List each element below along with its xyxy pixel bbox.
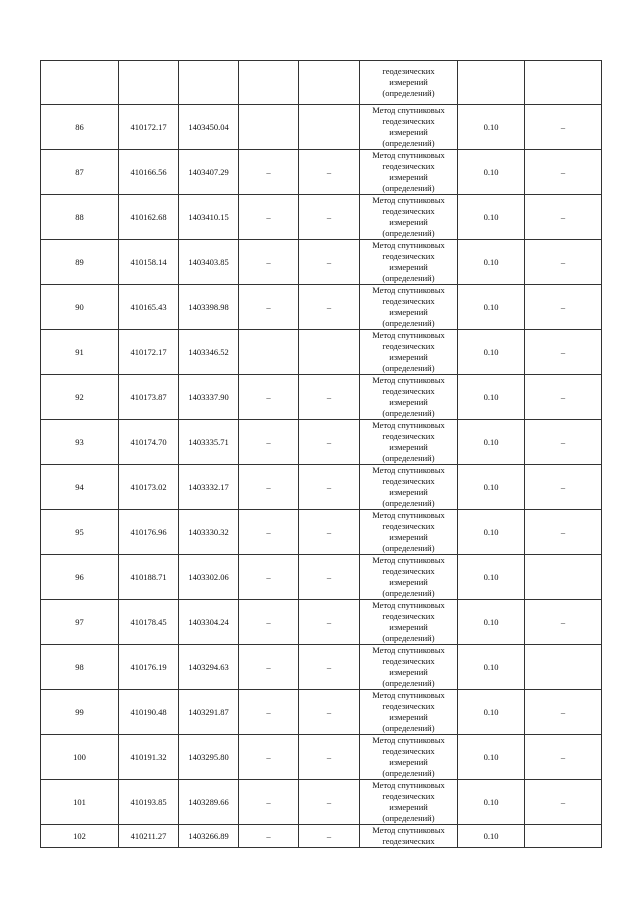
table-row bbox=[41, 240, 602, 285]
method-line: (определений) bbox=[382, 812, 435, 823]
point-number: 97 bbox=[41, 600, 119, 645]
table-row bbox=[41, 330, 602, 375]
column-8-value: – bbox=[525, 195, 602, 240]
table-row bbox=[41, 195, 602, 240]
method-line: (определений) bbox=[382, 182, 435, 193]
coordinate-x: 410165.43 bbox=[119, 285, 179, 330]
column-4-value: – bbox=[239, 150, 299, 195]
column-8-value: – bbox=[525, 780, 602, 825]
column-4-value: – bbox=[239, 690, 299, 735]
table-row bbox=[41, 510, 602, 555]
column-5-value: – bbox=[299, 465, 360, 510]
table-body bbox=[41, 61, 602, 848]
accuracy-value: 0.10 bbox=[458, 825, 525, 848]
point-number: 94 bbox=[41, 465, 119, 510]
method-line: Метод спутниковых bbox=[372, 375, 445, 386]
method-line: измерений bbox=[389, 532, 428, 542]
method-line: (определений) bbox=[382, 542, 435, 553]
coordinate-x: 410190.48 bbox=[119, 690, 179, 735]
coordinate-y: 1403302.06 bbox=[179, 555, 239, 600]
method-cell bbox=[360, 61, 458, 105]
empty-cell bbox=[239, 61, 299, 105]
point-number: 101 bbox=[41, 780, 119, 825]
method-line: (определений) bbox=[382, 137, 435, 148]
table-row bbox=[41, 825, 602, 848]
method-line: Метод спутниковых bbox=[372, 825, 445, 836]
point-number: 93 bbox=[41, 420, 119, 465]
coordinate-x: 410176.96 bbox=[119, 510, 179, 555]
method-line: измерений bbox=[389, 352, 428, 362]
method-line: геодезических bbox=[382, 161, 435, 172]
column-4-value: – bbox=[239, 645, 299, 690]
method-line: (определений) bbox=[382, 87, 435, 98]
method-line: (определений) bbox=[382, 497, 435, 508]
column-8-value: – bbox=[525, 420, 602, 465]
point-number: 86 bbox=[41, 105, 119, 150]
table-row bbox=[41, 285, 602, 330]
method-line: Метод спутниковых bbox=[372, 600, 445, 611]
method-line: Метод спутниковых bbox=[372, 690, 445, 701]
column-8-value: – bbox=[525, 375, 602, 420]
method-line: геодезических bbox=[382, 791, 435, 802]
method-line: измерений bbox=[389, 757, 428, 767]
method-line: Метод спутниковых bbox=[372, 240, 445, 251]
column-4-value: – bbox=[239, 555, 299, 600]
coordinate-y: 1403330.32 bbox=[179, 510, 239, 555]
point-number: 91 bbox=[41, 330, 119, 375]
column-4-value: – bbox=[239, 465, 299, 510]
method-line: измерений bbox=[389, 487, 428, 497]
column-8-value: – bbox=[525, 465, 602, 510]
point-number: 92 bbox=[41, 375, 119, 420]
column-4-value: – bbox=[239, 240, 299, 285]
accuracy-value: 0.10 bbox=[458, 510, 525, 555]
method-line: (определений) bbox=[382, 767, 435, 778]
method-line: (определений) bbox=[382, 272, 435, 283]
table-row bbox=[41, 465, 602, 510]
table-row bbox=[41, 375, 602, 420]
coordinate-y: 1403398.98 bbox=[179, 285, 239, 330]
coordinate-y: 1403403.85 bbox=[179, 240, 239, 285]
method-line: измерений bbox=[389, 622, 428, 632]
accuracy-value: 0.10 bbox=[458, 240, 525, 285]
coordinate-x: 410173.87 bbox=[119, 375, 179, 420]
method-line: (определений) bbox=[382, 722, 435, 733]
method-line: (определений) bbox=[382, 317, 435, 328]
method-line: геодезических bbox=[382, 251, 435, 262]
column-4-value: – bbox=[239, 600, 299, 645]
column-8-value: – bbox=[525, 150, 602, 195]
column-4-value: – bbox=[239, 825, 299, 848]
method-line: измерений bbox=[389, 442, 428, 452]
method-cell bbox=[360, 555, 458, 600]
column-5-value: – bbox=[299, 600, 360, 645]
method-line: (определений) bbox=[382, 677, 435, 688]
coordinate-x: 410172.17 bbox=[119, 105, 179, 150]
accuracy-value: 0.10 bbox=[458, 465, 525, 510]
accuracy-value: 0.10 bbox=[458, 375, 525, 420]
column-5-value: – bbox=[299, 285, 360, 330]
method-line: геодезических bbox=[382, 521, 435, 532]
coordinate-y: 1403304.24 bbox=[179, 600, 239, 645]
method-line: измерений bbox=[389, 397, 428, 407]
method-line: измерений bbox=[389, 667, 428, 677]
empty-cell bbox=[119, 61, 179, 105]
method-line: геодезических bbox=[382, 611, 435, 622]
coordinate-x: 410173.02 bbox=[119, 465, 179, 510]
column-5-value: – bbox=[299, 195, 360, 240]
method-line: измерений bbox=[389, 577, 428, 587]
method-line: геодезических bbox=[382, 746, 435, 757]
empty-cell bbox=[41, 61, 119, 105]
column-5-value: – bbox=[299, 420, 360, 465]
method-cell bbox=[360, 330, 458, 375]
column-4-value: – bbox=[239, 285, 299, 330]
point-number: 102 bbox=[41, 825, 119, 848]
column-8-value bbox=[525, 825, 602, 848]
table-row bbox=[41, 735, 602, 780]
method-cell bbox=[360, 510, 458, 555]
column-8-value: – bbox=[525, 240, 602, 285]
point-number: 99 bbox=[41, 690, 119, 735]
point-number: 87 bbox=[41, 150, 119, 195]
coordinate-y: 1403295.80 bbox=[179, 735, 239, 780]
accuracy-value: 0.10 bbox=[458, 690, 525, 735]
coordinates-table bbox=[40, 60, 602, 848]
method-line: измерений bbox=[389, 172, 428, 182]
table-row bbox=[41, 555, 602, 600]
column-5-value: – bbox=[299, 690, 360, 735]
method-line: геодезических bbox=[382, 116, 435, 127]
method-cell bbox=[360, 285, 458, 330]
coordinate-y: 1403294.63 bbox=[179, 645, 239, 690]
method-line: Метод спутниковых bbox=[372, 285, 445, 296]
method-line: (определений) bbox=[382, 227, 435, 238]
method-cell bbox=[360, 690, 458, 735]
coordinate-x: 410166.56 bbox=[119, 150, 179, 195]
point-number: 88 bbox=[41, 195, 119, 240]
accuracy-value: 0.10 bbox=[458, 420, 525, 465]
coordinate-y: 1403291.87 bbox=[179, 690, 239, 735]
coordinate-y: 1403450.04 bbox=[179, 105, 239, 150]
column-8-value: – bbox=[525, 285, 602, 330]
coordinate-x: 410193.85 bbox=[119, 780, 179, 825]
method-line: геодезических bbox=[382, 296, 435, 307]
method-cell bbox=[360, 465, 458, 510]
method-line: геодезических bbox=[382, 431, 435, 442]
coordinate-y: 1403337.90 bbox=[179, 375, 239, 420]
method-line: Метод спутниковых bbox=[372, 330, 445, 341]
column-8-value bbox=[525, 645, 602, 690]
column-8-value: – bbox=[525, 510, 602, 555]
method-line: измерений bbox=[389, 262, 428, 272]
table-row bbox=[41, 105, 602, 150]
table-row bbox=[41, 645, 602, 690]
method-line: геодезических bbox=[382, 386, 435, 397]
column-4-value: – bbox=[239, 375, 299, 420]
method-line: измерений bbox=[389, 77, 428, 88]
method-line: (определений) bbox=[382, 407, 435, 418]
column-8-value: – bbox=[525, 105, 602, 150]
coordinate-x: 410188.71 bbox=[119, 555, 179, 600]
column-5-value: – bbox=[299, 825, 360, 848]
accuracy-value: 0.10 bbox=[458, 150, 525, 195]
method-line: геодезических bbox=[382, 566, 435, 577]
method-line: (определений) bbox=[382, 452, 435, 463]
method-line: Метод спутниковых bbox=[372, 150, 445, 161]
method-line: Метод спутниковых bbox=[372, 195, 445, 206]
column-5-value bbox=[299, 105, 360, 150]
method-line: Метод спутниковых bbox=[372, 105, 445, 116]
column-4-value: – bbox=[239, 735, 299, 780]
method-line: Метод спутниковых bbox=[372, 780, 445, 791]
point-number: 100 bbox=[41, 735, 119, 780]
empty-cell bbox=[525, 61, 602, 105]
coordinate-y: 1403289.66 bbox=[179, 780, 239, 825]
method-line: Метод спутниковых bbox=[372, 465, 445, 476]
coordinate-y: 1403346.52 bbox=[179, 330, 239, 375]
method-line: Метод спутниковых bbox=[372, 645, 445, 656]
coordinate-x: 410176.19 bbox=[119, 645, 179, 690]
accuracy-value: 0.10 bbox=[458, 645, 525, 690]
method-cell bbox=[360, 240, 458, 285]
method-line: (определений) bbox=[382, 587, 435, 598]
coordinate-y: 1403266.89 bbox=[179, 825, 239, 848]
coordinate-x: 410162.68 bbox=[119, 195, 179, 240]
point-number: 96 bbox=[41, 555, 119, 600]
column-5-value: – bbox=[299, 780, 360, 825]
method-cell bbox=[360, 600, 458, 645]
empty-cell bbox=[179, 61, 239, 105]
method-cell bbox=[360, 195, 458, 240]
table-row bbox=[41, 600, 602, 645]
column-8-value bbox=[525, 555, 602, 600]
method-cell bbox=[360, 105, 458, 150]
method-cell bbox=[360, 375, 458, 420]
column-4-value: – bbox=[239, 510, 299, 555]
accuracy-value: 0.10 bbox=[458, 600, 525, 645]
point-number: 95 bbox=[41, 510, 119, 555]
method-line: измерений bbox=[389, 802, 428, 812]
accuracy-value: 0.10 bbox=[458, 735, 525, 780]
method-line: Метод спутниковых bbox=[372, 735, 445, 746]
method-line: Метод спутниковых bbox=[372, 510, 445, 521]
method-line: геодезических bbox=[382, 836, 435, 846]
table-row-continued bbox=[41, 61, 602, 105]
table-row bbox=[41, 690, 602, 735]
method-line: измерений bbox=[389, 127, 428, 137]
method-line: геодезических bbox=[382, 66, 435, 77]
coordinate-x: 410191.32 bbox=[119, 735, 179, 780]
column-4-value bbox=[239, 105, 299, 150]
table-row bbox=[41, 150, 602, 195]
table-row bbox=[41, 420, 602, 465]
method-line: измерений bbox=[389, 307, 428, 317]
method-cell bbox=[360, 420, 458, 465]
coordinate-y: 1403332.17 bbox=[179, 465, 239, 510]
column-5-value: – bbox=[299, 555, 360, 600]
method-line: измерений bbox=[389, 217, 428, 227]
column-4-value bbox=[239, 330, 299, 375]
method-cell bbox=[360, 150, 458, 195]
method-line: геодезических bbox=[382, 206, 435, 217]
method-line: Метод спутниковых bbox=[372, 555, 445, 566]
column-8-value: – bbox=[525, 735, 602, 780]
method-cell bbox=[360, 780, 458, 825]
column-4-value: – bbox=[239, 195, 299, 240]
column-5-value: – bbox=[299, 735, 360, 780]
coordinate-x: 410174.70 bbox=[119, 420, 179, 465]
column-5-value: – bbox=[299, 240, 360, 285]
accuracy-value: 0.10 bbox=[458, 195, 525, 240]
coordinate-y: 1403410.15 bbox=[179, 195, 239, 240]
coordinate-y: 1403335.71 bbox=[179, 420, 239, 465]
method-line: (определений) bbox=[382, 632, 435, 643]
column-8-value: – bbox=[525, 690, 602, 735]
method-line: геодезических bbox=[382, 701, 435, 712]
method-line: геодезических bbox=[382, 656, 435, 667]
empty-cell bbox=[299, 61, 360, 105]
column-4-value: – bbox=[239, 780, 299, 825]
accuracy-value: 0.10 bbox=[458, 105, 525, 150]
method-line: геодезических bbox=[382, 476, 435, 487]
method-line: геодезических bbox=[382, 341, 435, 352]
column-5-value bbox=[299, 330, 360, 375]
method-cell bbox=[360, 645, 458, 690]
column-5-value: – bbox=[299, 645, 360, 690]
method-line: Метод спутниковых bbox=[372, 420, 445, 431]
method-line: измерений bbox=[389, 712, 428, 722]
table-row bbox=[41, 780, 602, 825]
method-line: (определений) bbox=[382, 362, 435, 373]
accuracy-value: 0.10 bbox=[458, 780, 525, 825]
column-8-value: – bbox=[525, 600, 602, 645]
column-5-value: – bbox=[299, 150, 360, 195]
point-number: 90 bbox=[41, 285, 119, 330]
column-4-value: – bbox=[239, 420, 299, 465]
coordinate-x: 410172.17 bbox=[119, 330, 179, 375]
coordinate-x: 410158.14 bbox=[119, 240, 179, 285]
column-5-value: – bbox=[299, 375, 360, 420]
accuracy-value: 0.10 bbox=[458, 285, 525, 330]
method-cell bbox=[360, 735, 458, 780]
column-8-value: – bbox=[525, 330, 602, 375]
accuracy-value: 0.10 bbox=[458, 555, 525, 600]
point-number: 89 bbox=[41, 240, 119, 285]
accuracy-value: 0.10 bbox=[458, 330, 525, 375]
method-cell bbox=[360, 825, 458, 848]
point-number: 98 bbox=[41, 645, 119, 690]
coordinate-y: 1403407.29 bbox=[179, 150, 239, 195]
coordinate-x: 410178.45 bbox=[119, 600, 179, 645]
coordinate-x: 410211.27 bbox=[119, 825, 179, 848]
column-5-value: – bbox=[299, 510, 360, 555]
empty-cell bbox=[458, 61, 525, 105]
